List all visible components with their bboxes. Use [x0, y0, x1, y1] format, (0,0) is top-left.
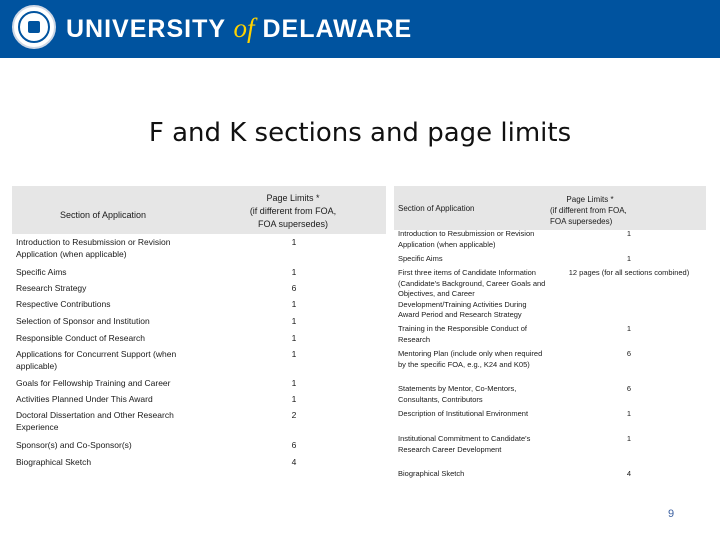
header-line: FOA supersedes) [550, 217, 613, 226]
brand-university: UNIVERSITY [66, 15, 226, 43]
section-name: Mentoring Plan (include only when required by the specific FOA, e.g., K24 and K05) [398, 349, 543, 369]
header-line: FOA supersedes) [257, 219, 329, 229]
section-name: Introduction to Resubmission or Revision Application (when applicable) [398, 229, 535, 249]
section-name: Introduction to Resubmission or Revision Application (when applicable) [16, 237, 171, 259]
university-header-bar [0, 0, 720, 58]
section-name: Selection of Sponsor and Institution [16, 316, 150, 326]
table-header [12, 186, 386, 234]
section-name: Applications for Concurrent Support (when applicable) [16, 349, 177, 371]
page-limit: 1 [291, 378, 297, 388]
section-name: Institutional Commitment to Candidate's Research Career Development [398, 434, 531, 454]
header-section: Section of Application [60, 210, 147, 220]
section-name: Description of Institutional Environment [398, 409, 529, 418]
page-limit: 4 [291, 457, 297, 467]
section-name: Specific Aims [398, 254, 443, 263]
page-limit: 1 [291, 349, 297, 359]
section-name: Statements by Mentor, Co-Mentors, Consultants, Contributors [398, 384, 517, 404]
university-seal-icon [12, 5, 56, 49]
page-limit: 1 [626, 254, 632, 263]
page-limit: 6 [291, 440, 297, 450]
header-page-limits [234, 192, 352, 231]
header-line: Page Limits * [566, 195, 614, 204]
page-limit: 4 [626, 469, 632, 478]
section-name: Responsible Conduct of Research [16, 333, 145, 343]
section-name: Biographical Sketch [398, 469, 465, 478]
page-limit: 6 [626, 384, 632, 393]
page-limit: 1 [626, 229, 632, 238]
section-name: First three items of Candidate Information (Candidate's Background, Career Goals and Objectives, and Career Development/Training Activities During Award Period and Research Strategy [398, 268, 546, 319]
page-limit: 1 [291, 237, 297, 247]
section-name: Sponsor(s) and Co-Sponsor(s) [16, 440, 132, 450]
section-name: Training in the Responsible Conduct of Research [398, 324, 527, 344]
section-name: Activities Planned Under This Award [16, 394, 153, 404]
page-limit: 6 [291, 283, 297, 293]
page-limit: 6 [626, 349, 632, 358]
header-line: (if different from FOA, [249, 206, 337, 216]
page-limit: 1 [291, 394, 297, 404]
page-limit: 1 [291, 267, 297, 277]
page-limit: 2 [291, 410, 297, 420]
header-section: Section of Application [398, 204, 475, 213]
section-name: Doctoral Dissertation and Other Research Experience [16, 410, 174, 432]
page-limit: 1 [626, 409, 632, 418]
page-limit: 12 pages (for all sections combined) [568, 268, 690, 277]
table-header [394, 186, 706, 230]
section-name: Research Strategy [16, 283, 87, 293]
brand-of: of [233, 13, 255, 43]
header-line: (if different from FOA, [550, 206, 627, 215]
header-page-limits [550, 194, 650, 227]
page-limit: 1 [626, 324, 632, 333]
section-name: Goals for Fellowship Training and Career [16, 378, 171, 388]
section-name: Specific Aims [16, 267, 67, 277]
slide-title: F and K sections and page limits [148, 118, 572, 148]
f-sections-table [12, 186, 386, 467]
header-line: Page Limits * [266, 193, 320, 203]
page-limit: 1 [626, 434, 632, 443]
k-sections-table [394, 186, 706, 478]
page-number: 9 [668, 508, 675, 520]
page-limit: 1 [291, 333, 297, 343]
section-name: Biographical Sketch [16, 457, 92, 467]
university-logo [66, 13, 412, 44]
section-name: Respective Contributions [16, 299, 111, 309]
page-limit: 1 [291, 316, 297, 326]
brand-delaware: DELAWARE [262, 15, 413, 43]
page-limit: 1 [291, 299, 297, 309]
